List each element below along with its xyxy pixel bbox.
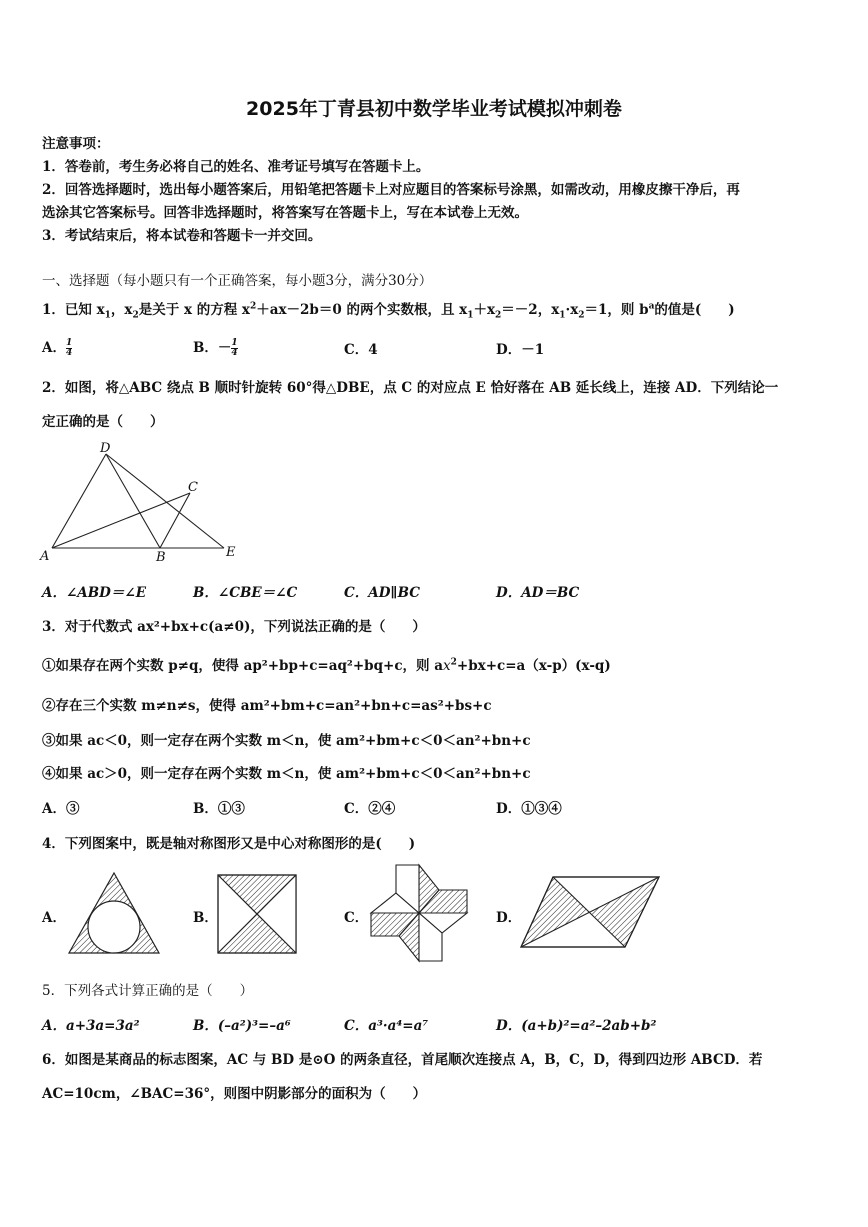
q1-option-b: B．－ $\frac{1}{4}$: [193, 338, 238, 358]
question-6-line1: 6．如图是某商品的标志图案，AC 与 BD 是⊙O 的两条直径，首尾顺次连接点 A，B，C，D，得到四边形 ABCD．若: [42, 1052, 763, 1068]
note-item-1: 1．答卷前，考生务必将自己的姓名、准考证号填写在答题卡上。: [42, 159, 430, 175]
question-1-stem: 1．已知 $x_1$，$x_2$是关于 x 的方程 $x^2+ax-2b=0$ 的两个实数根，且 $x_1+x_2=-2$，$x_1\cdot x_2=1$，则 $b^a$的值是( ): [42, 301, 735, 321]
label-c: C: [188, 480, 198, 495]
q1-option-a: A． $\frac{1}{4}$: [42, 338, 73, 358]
q3-option-d: D．①③④: [496, 801, 562, 817]
parallelogram-figure: [519, 874, 661, 950]
q5-option-d: D．(a+b)²=a²–2ab+b²: [496, 1018, 657, 1034]
q4-option-b-label: B．: [193, 910, 218, 926]
notes-heading: 注意事项：: [42, 136, 110, 152]
q5-option-c: C．a³·a⁴=a⁷: [344, 1018, 429, 1034]
triangle-circle-figure: [66, 870, 162, 956]
q5-option-b: B．(–a²)³=–a⁶: [193, 1018, 291, 1034]
pinwheel-figure: [368, 862, 470, 964]
q3-option-b: B．①③: [193, 801, 245, 817]
q3-option-c: C．②④: [344, 801, 396, 817]
question-2-line1: 2．如图，将△ABC 绕点 B 顺时针旋转 60°得△DBE，点 C 的对应点 E 恰好落在 AB 延长线上，连接 AD．下列结论一: [42, 380, 779, 396]
label-e: E: [226, 545, 236, 560]
q2-option-b: B．∠CBE＝∠C: [193, 585, 298, 601]
square-diagonals-figure: [217, 874, 297, 954]
q1-option-d: D．－1: [496, 342, 545, 358]
q3-statement-4: ④如果 ac＞0，则一定存在两个实数 m＜n，使 am²+bm+c＜0＜an²+bn+c: [42, 766, 531, 782]
q4-option-d-label: D．: [496, 910, 522, 926]
q2-option-c: C．AD∥BC: [344, 585, 420, 601]
page-title: 2025年丁青县初中数学毕业考试模拟冲刺卷: [246, 98, 622, 120]
section-heading: 一、选择题（每小题只有一个正确答案，每小题3分，满分30分）: [42, 273, 433, 289]
question-2-line2: 定正确的是（ ）: [42, 414, 164, 430]
q4-option-c-label: C．: [344, 910, 369, 926]
q3-option-a: A．③: [42, 801, 80, 817]
label-d: D: [100, 441, 111, 456]
label-b: B: [156, 550, 166, 562]
q3-statement-1: ①如果存在两个实数 p≠q，使得 ap²+bp+c=aq²+bq+c，则 $ax^2+bx+c=a(x-p)(x-q)$: [42, 657, 611, 674]
note-item-2-cont: 选涂其它答案标号。回答非选择题时，将答案写在答题卡上，写在本试卷上无效。: [42, 205, 528, 221]
question-3-stem: 3．对于代数式 ax²+bx+c(a≠0)，下列说法正确的是（ ）: [42, 619, 426, 635]
question-4-stem: 4．下列图案中，既是轴对称图形又是中心对称图形的是( ): [42, 836, 416, 852]
q2-option-a: A．∠ABD＝∠E: [42, 585, 146, 601]
q4-option-a-label: A．: [42, 910, 66, 926]
note-item-2: 2．回答选择题时，选出每小题答案后，用铅笔把答题卡上对应题目的答案标号涂黑，如需改动，用橡皮擦干净后，再: [42, 182, 740, 198]
question-6-line2: AC=10cm，∠BAC=36°，则图中阴影部分的面积为（ ）: [42, 1086, 427, 1102]
q3-statement-2: ②存在三个实数 m≠n≠s，使得 am²+bm+c=an²+bn+c=as²+bs+c: [42, 698, 492, 714]
note-item-3: 3．考试结束后，将本试卷和答题卡一并交回。: [42, 228, 322, 244]
q1-option-c: C．4: [344, 342, 378, 358]
triangle-rotation-figure: [38, 438, 240, 562]
q2-option-d: D．AD＝BC: [496, 585, 580, 601]
q5-option-a: A．a+3a=3a²: [42, 1018, 140, 1034]
q3-statement-3: ③如果 ac＜0，则一定存在两个实数 m＜n，使 am²+bm+c＜0＜an²+bn+c: [42, 733, 531, 749]
question-5-stem: 5．下列各式计算正确的是（ ）: [42, 983, 254, 999]
label-a: A: [40, 549, 50, 562]
